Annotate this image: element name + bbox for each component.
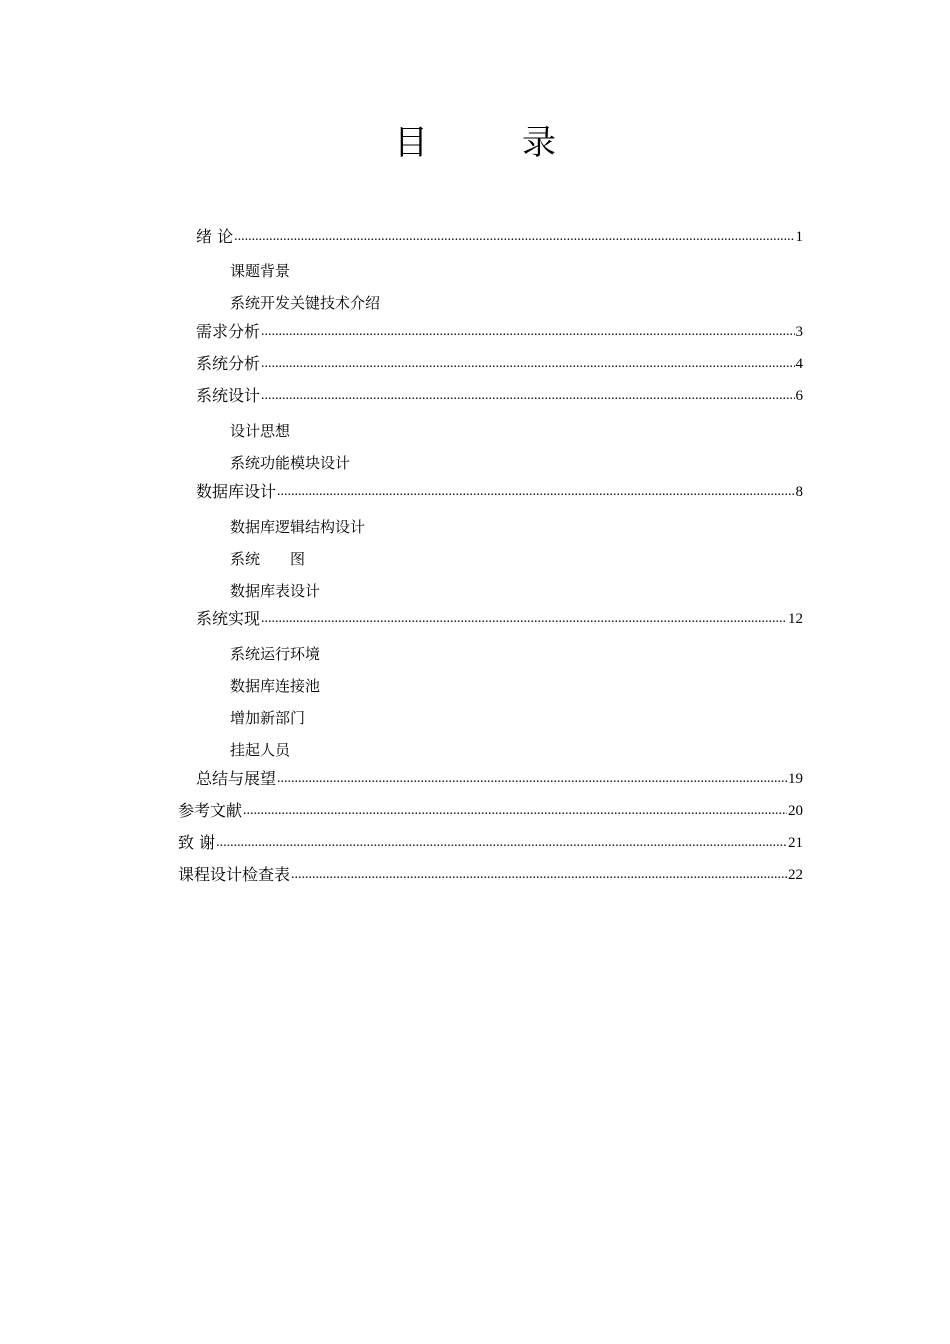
toc-entry-label: 挂起人员 [230,741,291,759]
toc-entry-label: 数据库设计 [196,482,277,501]
toc-entry-checklist[interactable] [178,860,803,886]
toc-entry-label: 总结与展望 [196,769,277,788]
toc-entry-logical-structure[interactable] [230,512,365,538]
toc-entry-label: 系统实现 [196,609,261,628]
toc-entry-design-idea[interactable] [230,416,290,442]
toc-entry-system-diagram[interactable] [230,544,305,570]
toc-entry-suspend-staff[interactable] [230,735,290,761]
toc-entry-requirements[interactable] [196,317,803,343]
toc-entry-database-design[interactable] [196,477,803,503]
toc-leader-dots [216,832,787,854]
toc-entry-label: 系统运行环境 [230,645,321,663]
toc-leader-dots [261,385,794,407]
toc-page-number: 20 [788,803,803,819]
toc-entry-label: 系统 图 [230,550,306,568]
toc-leader-dots [234,226,794,248]
toc-entry-implementation[interactable] [196,604,803,630]
toc-leader-dots [261,321,794,343]
toc-entry-label: 课题背景 [230,262,291,280]
toc-page-number: 1 [795,229,803,245]
toc-entry-analysis[interactable] [196,349,803,375]
toc-page-number: 19 [788,771,803,787]
toc-entry-label: 系统设计 [196,386,261,405]
toc-entry-label: 致 谢 [178,833,216,852]
toc-entry-label: 设计思想 [230,422,291,440]
toc-entry-acknowledgements[interactable] [178,828,803,854]
toc-entry-label: 需求分析 [196,322,261,341]
toc-page-number: 21 [788,835,803,851]
toc-entry-new-department[interactable] [230,703,305,729]
toc-entry-label: 系统开发关键技术介绍 [230,294,381,312]
toc-entry-label: 数据库逻辑结构设计 [230,518,366,536]
toc-entry-label: 课程设计检查表 [178,865,291,884]
toc-page-number: 12 [788,611,803,627]
toc-page-number: 8 [795,484,803,500]
toc-leader-dots [291,864,787,886]
toc-leader-dots [243,800,787,822]
toc-entry-label: 参考文献 [178,801,243,820]
toc-entry-summary[interactable] [196,764,803,790]
toc-entry-label: 数据库表设计 [230,582,321,600]
toc-leader-dots [261,608,787,630]
page-title: 目 录 [394,123,586,163]
toc-entry-key-tech[interactable] [230,288,380,314]
toc-leader-dots [261,353,794,375]
toc-page-number: 3 [795,324,803,340]
toc-page-number: 4 [795,356,803,372]
toc-leader-dots [277,481,794,503]
toc-entry-connection-pool[interactable] [230,671,320,697]
toc-entry-label: 绪 论 [196,227,234,246]
toc-page-number: 22 [788,867,803,883]
toc-entry-label: 增加新部门 [230,709,306,727]
toc-leader-dots [277,768,787,790]
toc-entry-label: 系统分析 [196,354,261,373]
toc-entry-table-design[interactable] [230,576,320,602]
toc-entry-background[interactable] [230,256,290,282]
toc-entry-label: 系统功能模块设计 [230,454,351,472]
toc-entry-intro[interactable] [196,222,803,248]
toc-entry-module-design[interactable] [230,448,350,474]
toc-page-number: 6 [795,388,803,404]
toc-entry-design[interactable] [196,381,803,407]
toc-entry-runtime-env[interactable] [230,639,320,665]
toc-entry-references[interactable] [178,796,803,822]
toc-entry-label: 数据库连接池 [230,677,321,695]
